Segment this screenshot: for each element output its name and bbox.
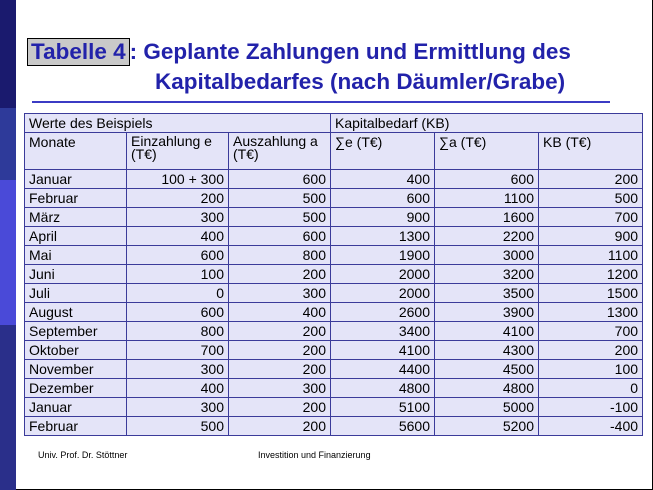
table-row bbox=[25, 379, 643, 398]
cell-sum-a: 3200 bbox=[435, 265, 539, 284]
cell-auszahlung: 500 bbox=[229, 189, 331, 208]
cell-sum-a: 4800 bbox=[435, 379, 539, 398]
cell-kb: 1100 bbox=[539, 246, 643, 265]
cell-auszahlung: 500 bbox=[229, 208, 331, 227]
group-header-row bbox=[25, 114, 643, 133]
title-colon: : bbox=[129, 39, 138, 64]
title-line-2: Kapitalbedarfes (nach Däumler/Grabe) bbox=[155, 69, 566, 94]
footer-course: Investition und Finanzierung bbox=[258, 450, 371, 460]
side-strip-mid bbox=[0, 108, 16, 180]
col-header-auszahlung: Auszahlung a (T€) bbox=[229, 133, 331, 170]
cell-einzahlung: 100 + 300 bbox=[127, 170, 229, 189]
cell-month: Mai bbox=[25, 246, 127, 265]
cell-kb: 1500 bbox=[539, 284, 643, 303]
cell-einzahlung: 300 bbox=[127, 360, 229, 379]
cell-kb: 100 bbox=[539, 360, 643, 379]
table-row bbox=[25, 246, 643, 265]
side-strip-dark bbox=[0, 0, 16, 108]
cell-auszahlung: 200 bbox=[229, 265, 331, 284]
cell-kb: 700 bbox=[539, 208, 643, 227]
table-row bbox=[25, 417, 643, 436]
cell-sum-a: 3000 bbox=[435, 246, 539, 265]
cell-month: März bbox=[25, 208, 127, 227]
cell-kb: -400 bbox=[539, 417, 643, 436]
cell-month: September bbox=[25, 322, 127, 341]
cell-kb: 200 bbox=[539, 170, 643, 189]
cell-sum-e: 4800 bbox=[331, 379, 435, 398]
cell-month: Februar bbox=[25, 417, 127, 436]
cell-sum-a: 2200 bbox=[435, 227, 539, 246]
cell-einzahlung: 600 bbox=[127, 246, 229, 265]
cell-kb: -100 bbox=[539, 398, 643, 417]
footer-author: Univ. Prof. Dr. Stöttner bbox=[38, 450, 128, 460]
cell-einzahlung: 100 bbox=[127, 265, 229, 284]
cell-month: Januar bbox=[25, 170, 127, 189]
cell-month: Juli bbox=[25, 284, 127, 303]
cell-auszahlung: 200 bbox=[229, 398, 331, 417]
cell-sum-a: 4500 bbox=[435, 360, 539, 379]
cell-kb: 900 bbox=[539, 227, 643, 246]
cell-auszahlung: 200 bbox=[229, 360, 331, 379]
cell-einzahlung: 200 bbox=[127, 189, 229, 208]
cell-einzahlung: 600 bbox=[127, 303, 229, 322]
cell-sum-a: 5000 bbox=[435, 398, 539, 417]
cell-auszahlung: 600 bbox=[229, 170, 331, 189]
cell-einzahlung: 700 bbox=[127, 341, 229, 360]
cell-sum-e: 4100 bbox=[331, 341, 435, 360]
cell-kb: 200 bbox=[539, 341, 643, 360]
cell-month: Januar bbox=[25, 398, 127, 417]
cell-month: Oktober bbox=[25, 341, 127, 360]
cell-sum-e: 5600 bbox=[331, 417, 435, 436]
table-row bbox=[25, 265, 643, 284]
title-underline bbox=[32, 101, 610, 103]
cell-auszahlung: 300 bbox=[229, 284, 331, 303]
col-header-einzahlung: Einzahlung e (T€) bbox=[127, 133, 229, 170]
col-header-sum-e: ∑e (T€) bbox=[331, 133, 435, 170]
cell-einzahlung: 400 bbox=[127, 379, 229, 398]
table-row bbox=[25, 303, 643, 322]
cell-auszahlung: 300 bbox=[229, 379, 331, 398]
cell-sum-e: 600 bbox=[331, 189, 435, 208]
table-row bbox=[25, 322, 643, 341]
slide-title bbox=[27, 37, 647, 97]
cell-sum-a: 5200 bbox=[435, 417, 539, 436]
cell-sum-e: 2000 bbox=[331, 265, 435, 284]
cell-auszahlung: 200 bbox=[229, 341, 331, 360]
cell-einzahlung: 0 bbox=[127, 284, 229, 303]
table-number-label: Tabelle 4 bbox=[27, 38, 130, 66]
cell-month: April bbox=[25, 227, 127, 246]
cell-month: Dezember bbox=[25, 379, 127, 398]
cell-auszahlung: 400 bbox=[229, 303, 331, 322]
cell-sum-e: 900 bbox=[331, 208, 435, 227]
cell-kb: 0 bbox=[539, 379, 643, 398]
data-table bbox=[24, 113, 643, 436]
cell-auszahlung: 800 bbox=[229, 246, 331, 265]
cell-sum-e: 2000 bbox=[331, 284, 435, 303]
group-header-kb: Kapitalbedarf (KB) bbox=[331, 114, 643, 133]
cell-einzahlung: 500 bbox=[127, 417, 229, 436]
cell-einzahlung: 400 bbox=[127, 227, 229, 246]
table-row bbox=[25, 341, 643, 360]
cell-sum-e: 3400 bbox=[331, 322, 435, 341]
cell-month: November bbox=[25, 360, 127, 379]
cell-auszahlung: 200 bbox=[229, 417, 331, 436]
cell-auszahlung: 600 bbox=[229, 227, 331, 246]
cell-sum-a: 4300 bbox=[435, 341, 539, 360]
cell-sum-a: 1600 bbox=[435, 208, 539, 227]
cell-month: August bbox=[25, 303, 127, 322]
cell-kb: 500 bbox=[539, 189, 643, 208]
table-row bbox=[25, 398, 643, 417]
group-header-values: Werte des Beispiels bbox=[25, 114, 331, 133]
cell-sum-e: 1300 bbox=[331, 227, 435, 246]
cell-kb: 1200 bbox=[539, 265, 643, 284]
col-header-sum-a: ∑a (T€) bbox=[435, 133, 539, 170]
column-header-row bbox=[25, 133, 643, 170]
table-row bbox=[25, 170, 643, 189]
cell-einzahlung: 300 bbox=[127, 208, 229, 227]
cell-sum-a: 600 bbox=[435, 170, 539, 189]
cell-kb: 700 bbox=[539, 322, 643, 341]
cell-sum-e: 5100 bbox=[331, 398, 435, 417]
cell-sum-e: 400 bbox=[331, 170, 435, 189]
table-row bbox=[25, 208, 643, 227]
cell-month: Juni bbox=[25, 265, 127, 284]
cell-sum-e: 4400 bbox=[331, 360, 435, 379]
side-strip-bottom bbox=[0, 325, 16, 490]
cell-sum-e: 1900 bbox=[331, 246, 435, 265]
cell-sum-a: 3900 bbox=[435, 303, 539, 322]
cell-sum-a: 4100 bbox=[435, 322, 539, 341]
cell-sum-a: 3500 bbox=[435, 284, 539, 303]
cell-kb: 1300 bbox=[539, 303, 643, 322]
cell-einzahlung: 300 bbox=[127, 398, 229, 417]
col-header-monate: Monate bbox=[25, 133, 127, 170]
cell-month: Februar bbox=[25, 189, 127, 208]
table-row bbox=[25, 284, 643, 303]
table-row bbox=[25, 189, 643, 208]
cell-sum-a: 1100 bbox=[435, 189, 539, 208]
cell-einzahlung: 800 bbox=[127, 322, 229, 341]
col-header-kb: KB (T€) bbox=[539, 133, 643, 170]
side-strip-bright bbox=[0, 180, 16, 325]
cell-sum-e: 2600 bbox=[331, 303, 435, 322]
table-row bbox=[25, 360, 643, 379]
cell-auszahlung: 200 bbox=[229, 322, 331, 341]
title-line-1: Geplante Zahlungen und Ermittlung des bbox=[143, 39, 571, 64]
table-row bbox=[25, 227, 643, 246]
